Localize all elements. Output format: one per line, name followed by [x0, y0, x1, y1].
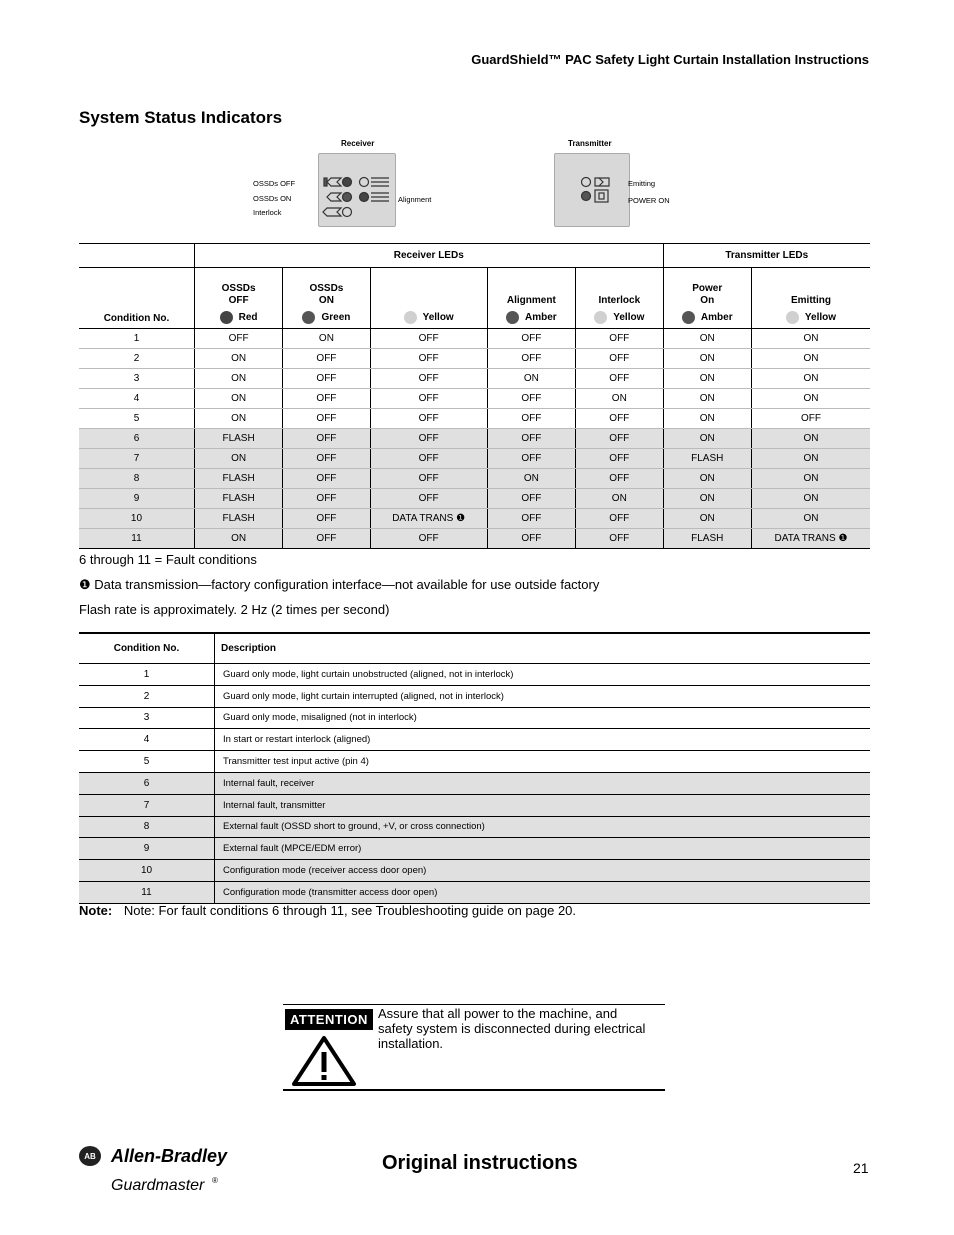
- led-state-cell: OFF: [283, 489, 370, 509]
- condition-no-cell: 7: [79, 794, 215, 816]
- led-state-cell: OFF: [487, 489, 575, 509]
- registered-mark: ®: [212, 1176, 218, 1185]
- led-state-cell: ON: [751, 449, 870, 469]
- led-state-cell: OFF: [487, 349, 575, 369]
- led-state-cell: OFF: [487, 449, 575, 469]
- led-state-cell: OFF: [370, 529, 487, 549]
- led-state-cell: OFF: [370, 449, 487, 469]
- led-state-cell: OFF: [370, 329, 487, 349]
- condition-no-cell: 8: [79, 469, 194, 489]
- description-cell: Transmitter test input active (pin 4): [215, 751, 871, 773]
- led-dot-icon: [682, 311, 695, 324]
- description-cell: Internal fault, transmitter: [215, 794, 871, 816]
- note-label: Note:: [79, 903, 113, 918]
- table-row: [79, 816, 870, 838]
- led-dot-icon: [786, 311, 799, 324]
- note-fault-conditions: 6 through 11 = Fault conditions: [79, 552, 257, 567]
- receiver-panel: [318, 153, 396, 227]
- led-column-header: [487, 268, 575, 329]
- led-state-cell: OFF: [283, 529, 370, 549]
- led-state-cell: OFF: [576, 429, 663, 449]
- led-column-name: OSSDs OFF: [221, 283, 256, 306]
- led-column-header: [194, 268, 282, 329]
- led-state-cell: DATA TRANS ❶: [370, 509, 487, 529]
- led-state-cell: OFF: [283, 429, 370, 449]
- description-cell: Internal fault, receiver: [215, 772, 871, 794]
- led-state-cell: OFF: [576, 349, 663, 369]
- led-state-cell: FLASH: [194, 469, 282, 489]
- led-state-cell: OFF: [576, 529, 663, 549]
- led-color: [752, 311, 870, 324]
- condition-no-cell: 8: [79, 816, 215, 838]
- led-state-cell: FLASH: [194, 429, 282, 449]
- condition-no-cell: 1: [79, 329, 194, 349]
- led-column-header: [283, 268, 370, 329]
- condition-no-cell: 9: [79, 489, 194, 509]
- table-row: [79, 685, 870, 707]
- led-state-cell: OFF: [283, 409, 370, 429]
- led-dot-icon: [220, 311, 233, 324]
- led-state-cell: ON: [663, 489, 751, 509]
- description-cell: External fault (MPCE/EDM error): [215, 838, 871, 860]
- page-header: GuardShield™ PAC Safety Light Curtain Installation Instructions: [471, 52, 869, 67]
- led-state-cell: OFF: [576, 469, 663, 489]
- condition-no-header: Condition No.: [79, 633, 215, 664]
- led-state-cell: ON: [194, 409, 282, 429]
- table-row: [79, 429, 870, 449]
- led-state-cell: FLASH: [194, 509, 282, 529]
- led-state-cell: FLASH: [663, 529, 751, 549]
- led-state-cell: OFF: [751, 409, 870, 429]
- table-row: [79, 449, 870, 469]
- table-row: [79, 860, 870, 882]
- description-cell: External fault (OSSD short to ground, +V, or cross connection): [215, 816, 871, 838]
- led-state-cell: OFF: [283, 369, 370, 389]
- attention-badge: ATTENTION: [285, 1009, 373, 1030]
- led-column-header: [370, 268, 487, 329]
- table-row: [79, 838, 870, 860]
- led-state-cell: ON: [194, 529, 282, 549]
- led-state-cell: ON: [751, 349, 870, 369]
- led-column-header: [663, 268, 751, 329]
- condition-no-cell: 11: [79, 529, 194, 549]
- led-state-cell: ON: [663, 329, 751, 349]
- page-number: 21: [853, 1160, 869, 1176]
- note-data-transmission: ❶ Data transmission—factory configuration interface—not available for use outside factory: [79, 577, 600, 592]
- alignment-label: Alignment: [398, 195, 432, 204]
- led-column-name: Alignment: [506, 295, 556, 306]
- led-state-cell: OFF: [283, 389, 370, 409]
- description-cell: Configuration mode (receiver access door open): [215, 860, 871, 882]
- led-state-cell: ON: [576, 389, 663, 409]
- note-text: Note: For fault conditions 6 through 11, see Troubleshooting guide on page 20.: [123, 903, 577, 918]
- sub-brand-name: Guardmaster: [111, 1177, 205, 1194]
- led-state-cell: ON: [663, 509, 751, 529]
- led-state-cell: ON: [487, 369, 575, 389]
- table-row: [79, 349, 870, 369]
- led-state-cell: ON: [663, 369, 751, 389]
- transmitter-label: Transmitter: [568, 139, 612, 148]
- transmitter-panel: [554, 153, 630, 227]
- led-color: [371, 311, 487, 324]
- led-state-cell: FLASH: [663, 449, 751, 469]
- led-state-cell: OFF: [487, 509, 575, 529]
- troubleshooting-note: [79, 903, 576, 918]
- receiver-leds-header: Receiver LEDs: [194, 244, 663, 268]
- led-color: [576, 311, 662, 324]
- brand-name: Allen-Bradley: [111, 1146, 228, 1166]
- led-state-cell: ON: [663, 469, 751, 489]
- led-state-cell: ON: [194, 369, 282, 389]
- receiver-led-icons: [319, 154, 395, 226]
- condition-no-cell: 6: [79, 772, 215, 794]
- condition-description-table: [79, 632, 870, 904]
- table-row: [79, 751, 870, 773]
- led-state-cell: OFF: [194, 329, 282, 349]
- description-header: Description: [215, 633, 871, 664]
- led-state-cell: OFF: [370, 369, 487, 389]
- led-state-cell: ON: [751, 329, 870, 349]
- led-state-cell: ON: [751, 389, 870, 409]
- led-status-table: [79, 243, 870, 549]
- led-state-cell: OFF: [487, 329, 575, 349]
- led-column-name: Power On: [692, 283, 723, 306]
- led-state-cell: ON: [751, 489, 870, 509]
- blank-header: [79, 244, 194, 268]
- led-color-name: Red: [238, 312, 258, 324]
- led-state-cell: ON: [663, 389, 751, 409]
- condition-no-cell: 11: [79, 881, 215, 903]
- led-state-cell: ON: [663, 429, 751, 449]
- led-state-cell: OFF: [576, 509, 663, 529]
- table-row: [79, 729, 870, 751]
- description-cell: In start or restart interlock (aligned): [215, 729, 871, 751]
- condition-no-cell: 5: [79, 409, 194, 429]
- condition-no-cell: 2: [79, 349, 194, 369]
- description-cell: Guard only mode, light curtain interrupted (aligned, not in interlock): [215, 685, 871, 707]
- led-state-cell: ON: [283, 329, 370, 349]
- emitting-label: Emitting: [628, 179, 656, 188]
- led-state-cell: OFF: [370, 469, 487, 489]
- led-color: [283, 311, 369, 324]
- led-state-cell: OFF: [370, 349, 487, 369]
- condition-no-cell: 3: [79, 707, 215, 729]
- led-state-cell: ON: [751, 429, 870, 449]
- table-row: [79, 509, 870, 529]
- led-color: [488, 311, 575, 324]
- table-row: [79, 489, 870, 509]
- power-on-label: POWER ON: [628, 196, 670, 205]
- led-state-cell: ON: [663, 409, 751, 429]
- condition-no-cell: 5: [79, 751, 215, 773]
- led-dot-icon: [302, 311, 315, 324]
- led-state-cell: ON: [751, 369, 870, 389]
- led-state-cell: OFF: [283, 509, 370, 529]
- led-state-cell: ON: [751, 509, 870, 529]
- description-cell: Configuration mode (transmitter access door open): [215, 881, 871, 903]
- receiver-label: Receiver: [341, 139, 375, 148]
- led-state-cell: ON: [194, 449, 282, 469]
- led-column-name: Emitting: [790, 295, 831, 306]
- led-column-header: [576, 268, 663, 329]
- led-state-cell: OFF: [576, 409, 663, 429]
- table-row: [79, 881, 870, 903]
- section-title: System Status Indicators: [79, 108, 283, 127]
- led-state-cell: OFF: [283, 469, 370, 489]
- table-row: [79, 794, 870, 816]
- interlock-label: Interlock: [253, 208, 282, 217]
- led-state-cell: OFF: [370, 489, 487, 509]
- led-state-cell: OFF: [370, 389, 487, 409]
- table-row: [79, 469, 870, 489]
- led-color-name: Amber: [525, 312, 557, 324]
- ossds-on-label: OSSDs ON: [253, 194, 292, 203]
- led-color-name: Green: [321, 312, 351, 324]
- led-color: [664, 311, 751, 324]
- transmitter-led-icons: [555, 154, 629, 226]
- description-cell: Guard only mode, misaligned (not in interlock): [215, 707, 871, 729]
- table-row: [79, 389, 870, 409]
- svg-text:AB: AB: [84, 1152, 96, 1161]
- led-state-cell: OFF: [576, 449, 663, 469]
- led-state-cell: OFF: [576, 369, 663, 389]
- led-color-name: Yellow: [613, 312, 645, 324]
- transmitter-leds-header: Transmitter LEDs: [663, 244, 870, 268]
- condition-no-cell: 3: [79, 369, 194, 389]
- led-state-cell: OFF: [576, 329, 663, 349]
- ossds-off-label: OSSDs OFF: [253, 179, 296, 188]
- led-state-cell: OFF: [487, 409, 575, 429]
- footer-title: Original instructions: [382, 1152, 578, 1174]
- table-row: [79, 409, 870, 429]
- table-row: [79, 664, 870, 686]
- led-state-cell: OFF: [370, 409, 487, 429]
- led-state-cell: OFF: [487, 429, 575, 449]
- condition-no-cell: 6: [79, 429, 194, 449]
- table-row: [79, 529, 870, 549]
- led-state-cell: OFF: [283, 449, 370, 469]
- condition-no-cell: 10: [79, 860, 215, 882]
- condition-no-header: Condition No.: [79, 268, 194, 329]
- led-state-cell: ON: [576, 489, 663, 509]
- led-dot-icon: [404, 311, 417, 324]
- led-state-cell: ON: [194, 389, 282, 409]
- led-state-cell: FLASH: [194, 489, 282, 509]
- led-state-cell: OFF: [487, 529, 575, 549]
- led-dot-icon: [594, 311, 607, 324]
- condition-no-cell: 2: [79, 685, 215, 707]
- attention-box: [283, 1004, 665, 1091]
- warning-triangle-icon: [291, 1035, 357, 1087]
- led-state-cell: OFF: [370, 429, 487, 449]
- led-column-name: OSSDs ON: [309, 283, 344, 306]
- led-state-cell: ON: [751, 469, 870, 489]
- description-cell: Guard only mode, light curtain unobstructed (aligned, not in interlock): [215, 664, 871, 686]
- led-column-name: Interlock: [598, 295, 641, 306]
- condition-no-cell: 1: [79, 664, 215, 686]
- table-row: [79, 707, 870, 729]
- led-dot-icon: [506, 311, 519, 324]
- led-state-cell: ON: [194, 349, 282, 369]
- attention-text: Assure that all power to the machine, and safety system is disconnected during electrical installation.: [378, 1006, 646, 1051]
- led-state-cell: ON: [663, 349, 751, 369]
- condition-no-cell: 9: [79, 838, 215, 860]
- led-color-name: Yellow: [804, 312, 837, 324]
- led-state-cell: OFF: [487, 389, 575, 409]
- led-color: [195, 311, 282, 324]
- led-column-header: [751, 268, 870, 329]
- condition-no-cell: 4: [79, 389, 194, 409]
- allen-bradley-logo-icon: [78, 1144, 102, 1168]
- led-state-cell: DATA TRANS ❶: [751, 529, 870, 549]
- led-color-name: Amber: [700, 312, 733, 324]
- condition-no-cell: 7: [79, 449, 194, 469]
- led-color-name: Yellow: [422, 312, 454, 324]
- led-state-cell: ON: [487, 469, 575, 489]
- condition-no-cell: 4: [79, 729, 215, 751]
- led-state-cell: OFF: [283, 349, 370, 369]
- table-row: [79, 369, 870, 389]
- condition-no-cell: 10: [79, 509, 194, 529]
- table-row: [79, 329, 870, 349]
- note-flash-rate: Flash rate is approximately. 2 Hz (2 times per second): [79, 602, 390, 617]
- table-row: [79, 772, 870, 794]
